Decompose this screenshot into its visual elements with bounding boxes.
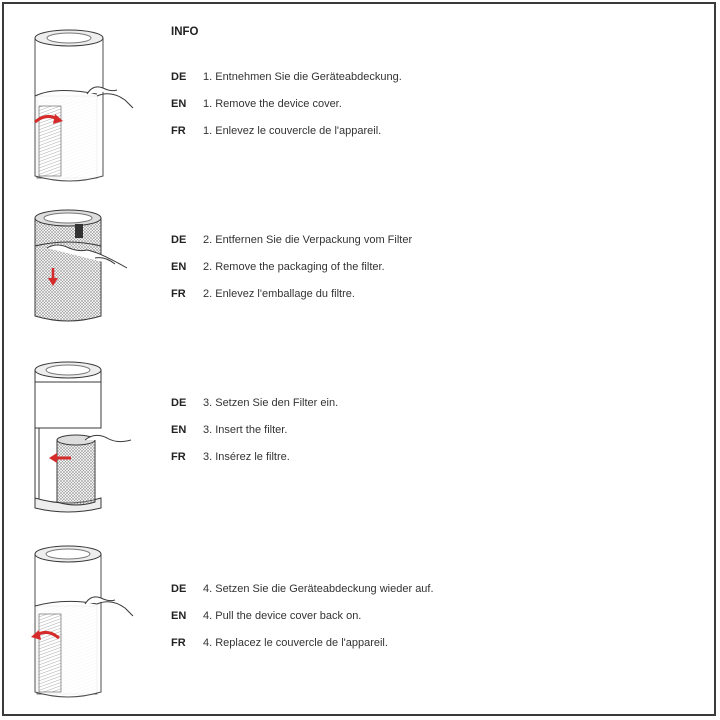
lang-code-de: DE [171,234,187,246]
step-2-de [171,234,412,246]
remove-cover-illustration [25,26,135,186]
lang-code-fr: FR [171,125,186,137]
step-3-en [171,424,287,436]
lang-code-en: EN [171,98,187,110]
lang-code-fr: FR [171,288,186,300]
lang-code-en: EN [171,610,187,622]
instruction-text: 4. Replacez le couvercle de l'appareil. [203,637,388,649]
lang-code-de: DE [171,397,187,409]
instruction-text: 2. Entfernen Sie die Verpackung vom Filter [203,234,413,246]
insert-filter-illustration [25,358,135,518]
step-1-fr [171,125,381,137]
instruction-text: 3. Insérez le filtre. [203,451,290,463]
lang-code-fr: FR [171,451,186,463]
step-3-fr [171,451,290,463]
instruction-text: 3. Insert the filter. [203,424,288,436]
instruction-text: 1. Entnehmen Sie die Geräteabdeckung. [203,71,402,83]
step-2-en [171,261,385,273]
instruction-text: 1. Remove the device cover. [203,98,342,110]
step-2-fr [171,288,355,300]
unwrap-filter-illustration [25,208,135,326]
lang-code-en: EN [171,261,187,273]
instruction-text: 4. Pull the device cover back on. [203,610,362,622]
step-4-fr [171,637,388,649]
instruction-text: 1. Enlevez le couvercle de l'appareil. [203,125,382,137]
instruction-text: 3. Setzen Sie den Filter ein. [203,397,339,409]
step-1-en [171,98,342,110]
instruction-text: 2. Remove the packaging of the filter. [203,261,385,273]
step-4-de [171,583,434,595]
replace-cover-illustration [25,542,135,702]
step-4-en [171,610,361,622]
step-3-de [171,397,338,409]
lang-code-de: DE [171,71,187,83]
lang-code-en: EN [171,424,187,436]
lang-code-fr: FR [171,637,186,649]
step-1-de [171,71,402,83]
page-title: INFO [171,26,199,38]
lang-code-de: DE [171,583,187,595]
instruction-text: 2. Enlevez l'emballage du filtre. [203,288,355,300]
instruction-text: 4. Setzen Sie die Geräteabdeckung wieder auf. [203,583,434,595]
